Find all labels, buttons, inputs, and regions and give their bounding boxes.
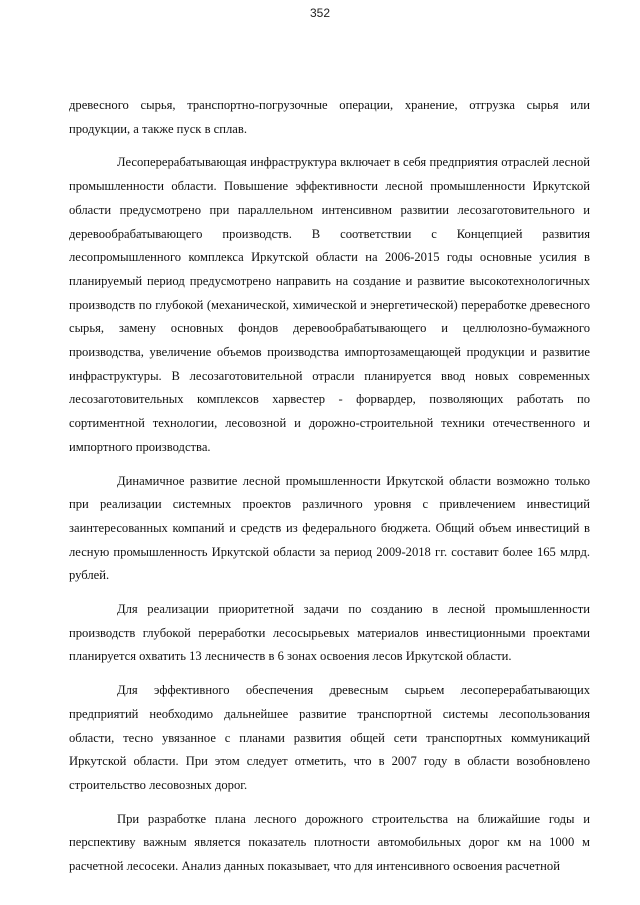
paragraph-transport-system: Для эффективного обеспечения древесным сырьем лесоперерабатывающих предприятий необходимо дальнейшее развитие транспортной системы лесопользования области, тесно увязанное с планами развития общей сети транспортных коммуникаций Иркутской области. При этом следует отметить, что в 2007 году в области возобновлено строительство лесовозных дорог. xyxy=(69,683,590,792)
paragraph-investment: Динамичное развитие лесной промышленности Иркутской области возможно только при реализации системных проектов различного уровня с привлечением инвестиций заинтересованных компаний и средств из федерального бюджета. Общий объем инвестиций в лесную промышленность Иркутской области за период 2009-2018 гг. составит более 165 млрд. рублей. xyxy=(69,473,590,583)
paragraph-priority-task: Для реализации приоритетной задачи по созданию в лесной промышленности производств глубокой переработки лесосырьевых материалов инвестиционными проектами планируется охватить 13 лесничеств в 6 зонах освоения лесов Иркутской области. xyxy=(69,602,590,664)
paragraph-infrastructure: Лесоперерабатывающая инфраструктура включает в себя предприятия отраслей лесной промышленности области. Повышение эффективности лесной промышленности Иркутской области предусмотрено при параллельном интенсивном развитии лесозаготовительного и деревообрабатывающего производств. В соответствии с Концепцией развития лесопромышленного комплекса Иркутской области на 2006-2015 годы основные усилия в планируемый период предусмотрено направить на создание и развитие высокотехнологичных производств по глубокой (механической, химической и энергетической) переработке древесного сырья, замену основных фондов деревообрабатывающего и целлюлозно-бумажного производства, увеличение объемов производства импортозамещающей продукции и развитие инфраструктуры. В лесозаготовительной отрасли планируется ввод новых современных лесозаготовительных комплексов харвестер - форвардер, позволяющих работать по сортиментной технологии, лесовозной и дорожно-строительной техники отечественного и импортного производства. xyxy=(69,155,590,454)
paragraph-continuation: древесного сырья, транспортно-погрузочные операции, хранение, отгрузка сырья или продукции, а также пуск в сплав. xyxy=(69,98,590,136)
paragraph-road-construction: При разработке плана лесного дорожного строительства на ближайшие годы и перспективу важным является показатель плотности автомобильных дорог км на 1000 м расчетной лесосеки. Анализ данных показывает, что для интенсивного освоения расчетной xyxy=(69,811,590,874)
page-number: 352 xyxy=(309,6,331,20)
document-body xyxy=(69,94,590,879)
